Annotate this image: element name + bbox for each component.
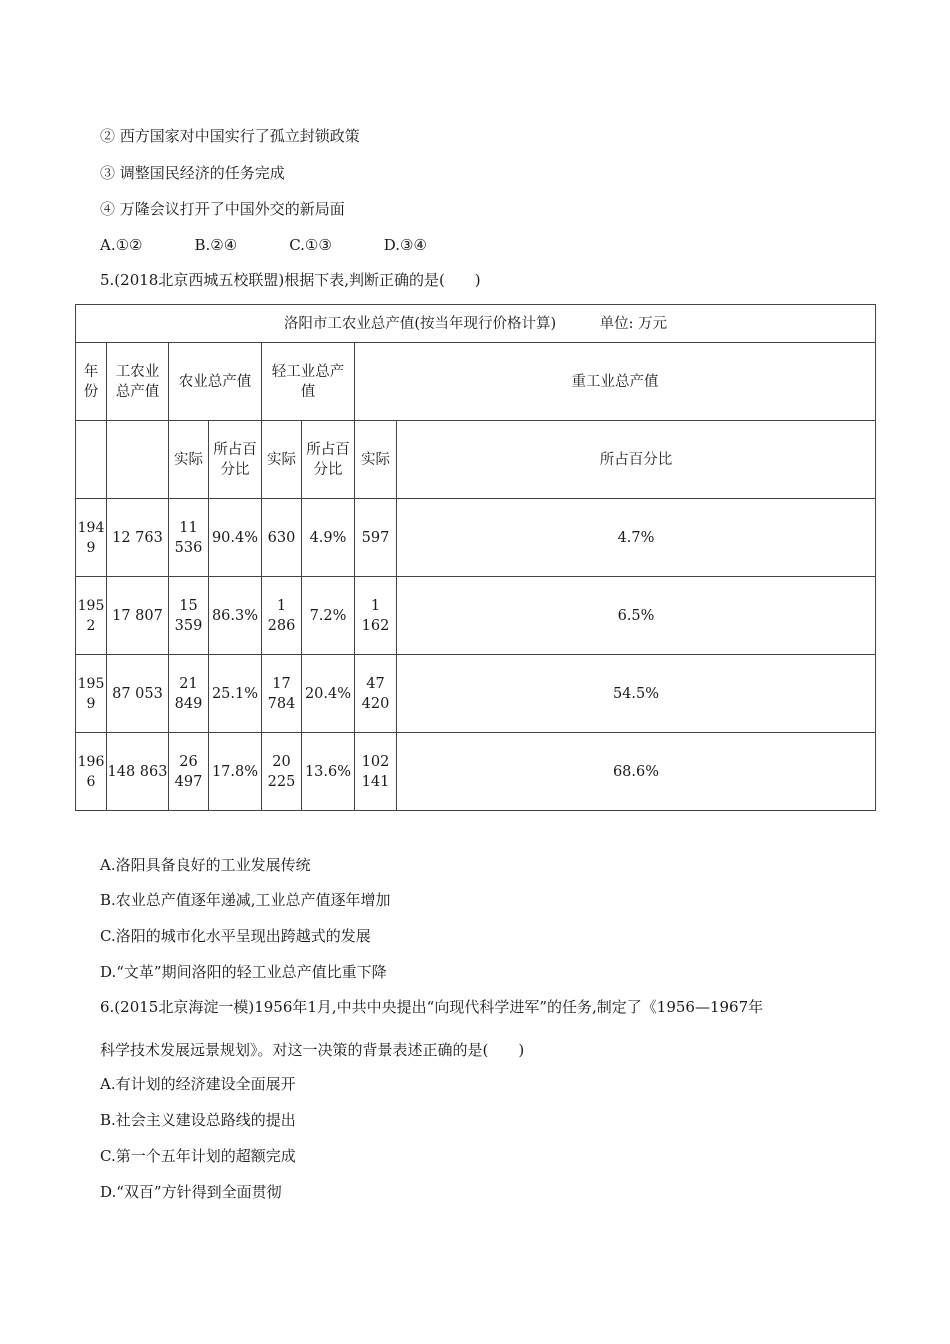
q4-option-b: B.②④ bbox=[194, 236, 238, 254]
header-agri-pct: 所占百 分比 bbox=[209, 421, 262, 499]
header-light: 轻工业总产 值 bbox=[262, 343, 355, 421]
header-light-actual: 实际 bbox=[262, 421, 302, 499]
header-year: 年 份 bbox=[76, 343, 107, 421]
cell-heavy: 597 bbox=[355, 499, 397, 577]
header-heavy-actual: 实际 bbox=[355, 421, 397, 499]
statement-4: ④ 万隆会议打开了中国外交的新局面 bbox=[100, 200, 345, 218]
cell-agri: 26 497 bbox=[169, 733, 209, 811]
q4-option-d: D.③④ bbox=[383, 236, 427, 254]
header-total: 工农业 总产值 bbox=[107, 343, 169, 421]
q6-option-a: A.有计划的经济建设全面展开 bbox=[100, 1075, 296, 1093]
q5-option-b: B.农业总产值逐年递减,工业总产值逐年增加 bbox=[100, 891, 391, 909]
q6-option-c: C.第一个五年计划的超额完成 bbox=[100, 1147, 296, 1165]
cell-year: 1952 bbox=[76, 577, 107, 655]
cell-agri-pct: 25.1% bbox=[209, 655, 262, 733]
cell-light: 17 784 bbox=[262, 655, 302, 733]
cell-total: 12 763 bbox=[107, 499, 169, 577]
cell-total: 17 807 bbox=[107, 577, 169, 655]
cell-heavy: 1 162 bbox=[355, 577, 397, 655]
cell-year: 1959 bbox=[76, 655, 107, 733]
table-caption: 洛阳市工农业总产值(按当年现行价格计算) 单位: 万元 bbox=[76, 305, 876, 343]
q6-stem-line1: 6.(2015北京海淀一模)1956年1月,中共中央提出“向现代科学进军”的任务,制定了《1956—1967年 bbox=[100, 998, 764, 1016]
q4-option-a: A.①② bbox=[100, 236, 143, 254]
q5-option-a: A.洛阳具备良好的工业发展传统 bbox=[100, 856, 311, 874]
table-row bbox=[76, 733, 876, 811]
cell-agri: 11 536 bbox=[169, 499, 209, 577]
cell-light-pct: 4.9% bbox=[302, 499, 355, 577]
q6-stem-line2: 科学技术发展远景规划》。对这一决策的背景表述正确的是( ) bbox=[100, 1041, 525, 1059]
header-blank bbox=[76, 421, 107, 499]
cell-agri: 15 359 bbox=[169, 577, 209, 655]
header-blank bbox=[107, 421, 169, 499]
cell-light-pct: 13.6% bbox=[302, 733, 355, 811]
table-row bbox=[76, 499, 876, 577]
cell-total: 148 863 bbox=[107, 733, 169, 811]
cell-heavy-pct: 4.7% bbox=[397, 499, 876, 577]
header-agri: 农业总产值 bbox=[169, 343, 262, 421]
cell-heavy-pct: 68.6% bbox=[397, 733, 876, 811]
cell-light-pct: 20.4% bbox=[302, 655, 355, 733]
cell-year: 1966 bbox=[76, 733, 107, 811]
cell-light: 20 225 bbox=[262, 733, 302, 811]
q4-options bbox=[100, 235, 479, 255]
header-heavy: 重工业总产值 bbox=[355, 343, 876, 421]
cell-agri-pct: 90.4% bbox=[209, 499, 262, 577]
header-heavy-pct: 所占百分比 bbox=[397, 421, 876, 499]
cell-light-pct: 7.2% bbox=[302, 577, 355, 655]
cell-agri: 21 849 bbox=[169, 655, 209, 733]
statement-2: ② 西方国家对中国实行了孤立封锁政策 bbox=[100, 127, 360, 145]
header-light-pct: 所占百 分比 bbox=[302, 421, 355, 499]
header-agri-actual: 实际 bbox=[169, 421, 209, 499]
cell-light: 1 286 bbox=[262, 577, 302, 655]
q6-option-b: B.社会主义建设总路线的提出 bbox=[100, 1111, 296, 1129]
q5-stem: 5.(2018北京西城五校联盟)根据下表,判断正确的是( ) bbox=[100, 271, 481, 289]
q4-option-c: C.①③ bbox=[289, 236, 332, 254]
q5-option-d: D.“文革”期间洛阳的轻工业总产值比重下降 bbox=[100, 963, 387, 981]
q6-option-d: D.“双百”方针得到全面贯彻 bbox=[100, 1183, 282, 1201]
table-row bbox=[76, 577, 876, 655]
cell-light: 630 bbox=[262, 499, 302, 577]
cell-heavy: 102 141 bbox=[355, 733, 397, 811]
luoyang-output-table bbox=[75, 304, 876, 811]
cell-agri-pct: 86.3% bbox=[209, 577, 262, 655]
cell-heavy: 47 420 bbox=[355, 655, 397, 733]
cell-heavy-pct: 54.5% bbox=[397, 655, 876, 733]
statement-3: ③ 调整国民经济的任务完成 bbox=[100, 164, 285, 182]
cell-total: 87 053 bbox=[107, 655, 169, 733]
cell-heavy-pct: 6.5% bbox=[397, 577, 876, 655]
cell-agri-pct: 17.8% bbox=[209, 733, 262, 811]
cell-year: 1949 bbox=[76, 499, 107, 577]
q5-option-c: C.洛阳的城市化水平呈现出跨越式的发展 bbox=[100, 927, 371, 945]
table-row bbox=[76, 655, 876, 733]
